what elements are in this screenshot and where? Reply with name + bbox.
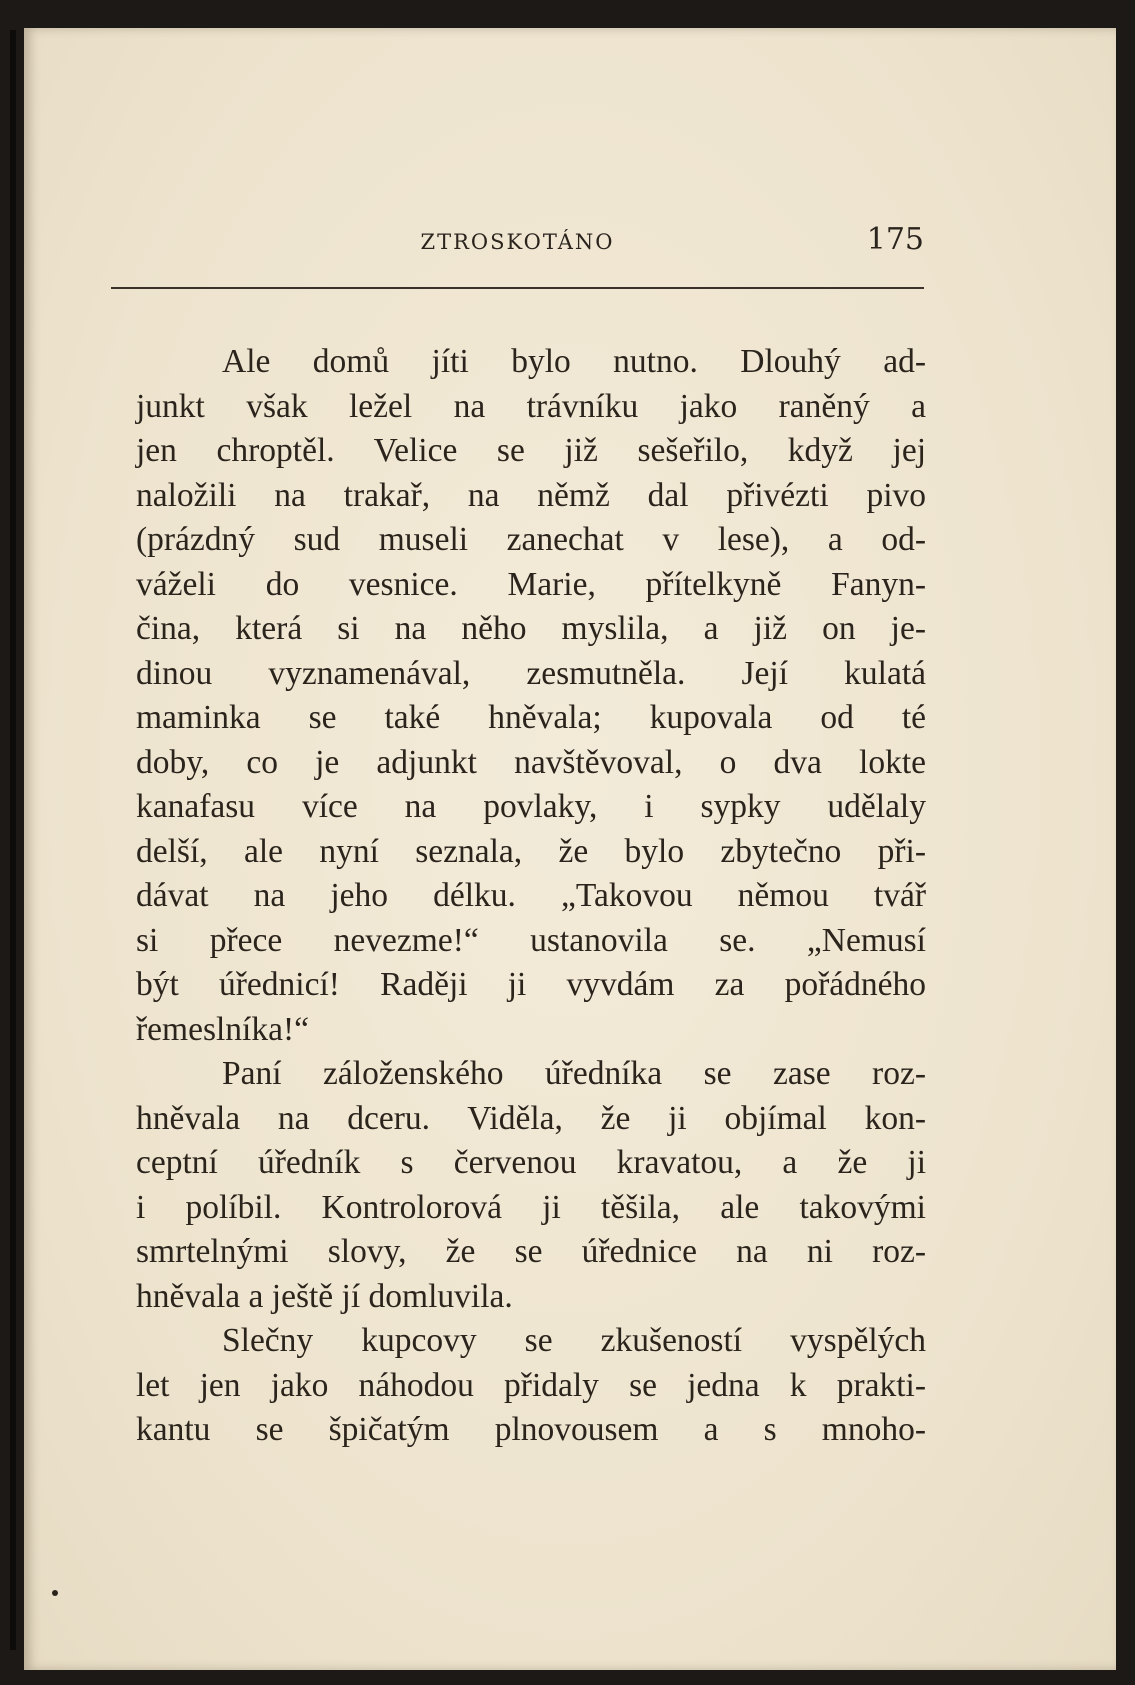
text-line: doby, co je adjunkt navštěvoval, o dva lokte <box>136 743 926 781</box>
text-line: (prázdný sud museli zanechat v lese), a od- <box>136 521 926 558</box>
text-line: jen chroptěl. Velice se již sešeřilo, když jej <box>136 432 926 469</box>
text-line: dávat na jeho délku. „Takovou němou tvář <box>136 877 926 914</box>
text-line: váželi do vesnice. Marie, přítelkyně Fanyn- <box>136 565 926 603</box>
text-line: maminka se také hněvala; kupovala od té <box>136 699 926 736</box>
running-title: ZTROSKOTÁNO <box>420 230 615 254</box>
text-line: smrtelnými slovy, že se úřednice na ni roz- <box>136 1233 926 1270</box>
text-line: si přece nevezme!“ ustanovila se. „Nemusí <box>136 921 926 959</box>
book-spine-edge <box>10 30 16 1650</box>
text-line: kantu se špičatým plnovousem a s mnoho- <box>136 1411 926 1448</box>
scan-speck <box>52 1590 58 1596</box>
text-line: naložili na trakař, na němž dal přivézti pivo <box>136 476 926 514</box>
text-line: ceptní úředník s červenou kravatou, a že ji <box>136 1144 926 1181</box>
text-line: Ale domů jíti bylo nutno. Dlouhý ad- <box>222 343 926 380</box>
text-line: hněvala a ještě jí domluvila. <box>136 1277 513 1315</box>
text-line: dinou vyznamenával, zesmutněla. Její kulatá <box>136 654 926 692</box>
text-line: kanafasu více na povlaky, i sypky udělaly <box>136 788 926 825</box>
text-line: čina, která si na něho myslila, a již on je- <box>136 610 926 647</box>
text-line: Paní záloženského úředníka se zase roz- <box>222 1055 926 1092</box>
text-line: být úřednicí! Raději ji vyvdám za pořádného <box>136 966 926 1003</box>
text-line: Slečny kupcovy se zkušeností vyspělých <box>222 1322 926 1359</box>
text-line: hněvala na dceru. Viděla, že ji objímal kon- <box>136 1099 926 1137</box>
page-number: 175 <box>866 222 924 257</box>
text-line: delší, ale nyní seznala, že bylo zbytečno při- <box>136 832 926 870</box>
text-line: řemeslníka!“ <box>136 1010 309 1048</box>
body-text <box>136 340 926 1453</box>
header-rule <box>111 287 924 289</box>
text-line: let jen jako náhodou přidaly se jedna k prakti- <box>136 1366 926 1404</box>
text-line: i políbil. Kontrolorová ji těšila, ale takovými <box>136 1188 926 1226</box>
page-header <box>111 218 924 258</box>
text-line: junkt však ležel na trávníku jako raněný a <box>136 387 926 425</box>
